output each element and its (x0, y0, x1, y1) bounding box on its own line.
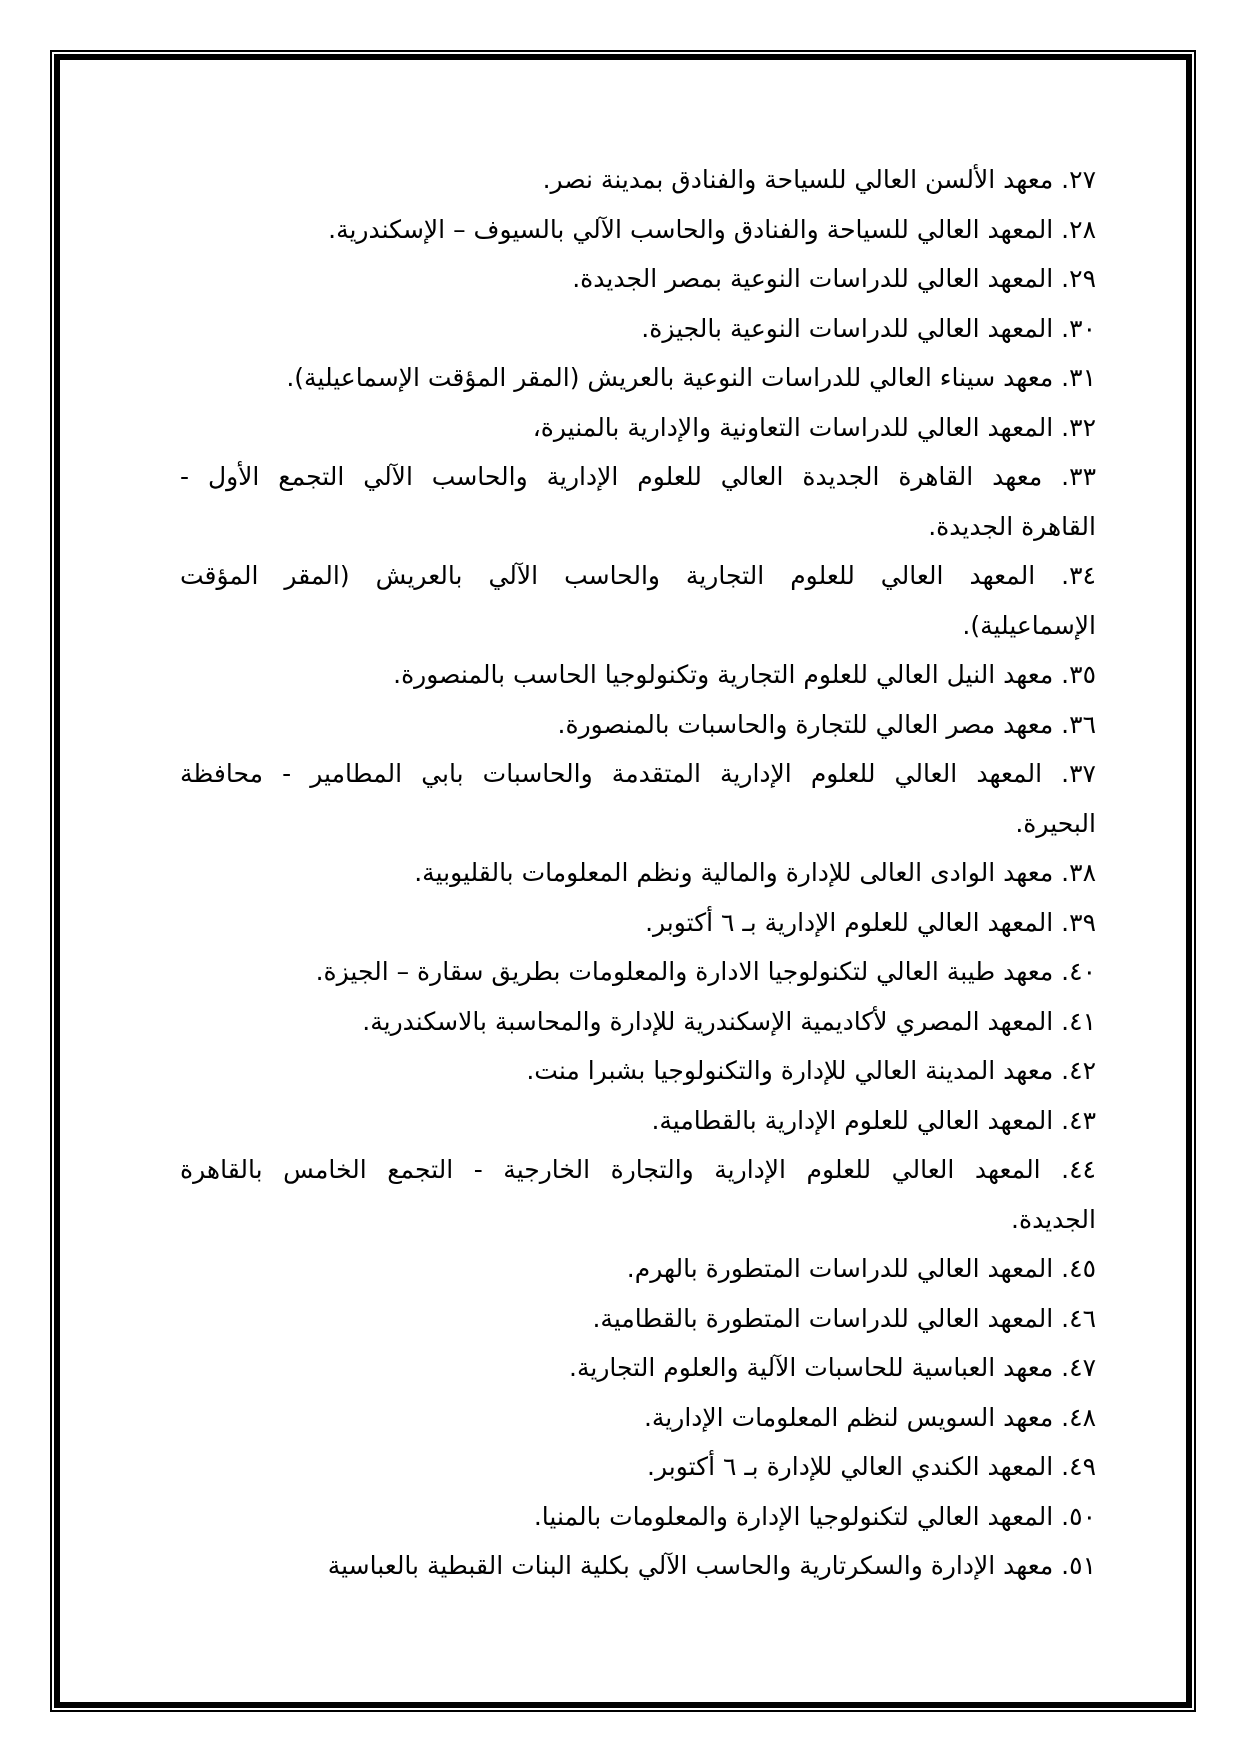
item-number-separator: . (1042, 759, 1070, 788)
item-number: ٣٩ (1069, 907, 1096, 937)
item-text: معهد الوادى العالى للإدارة والمالية ونظم المعلومات بالقليوبية. (414, 858, 1054, 887)
item-number: ٤٨ (1069, 1402, 1096, 1432)
item-text: معهد الإدارة والسكرتارية والحاسب الآلي بكلية البنات القبطية بالعباسية (327, 1551, 1054, 1580)
item-text: الجديدة. (1011, 1204, 1096, 1234)
list-item (180, 304, 1096, 354)
institutes-list (180, 155, 1096, 1591)
list-item (180, 1393, 1096, 1443)
list-item (180, 1096, 1096, 1146)
item-number-separator: . (1053, 363, 1070, 392)
item-number-separator: . (1053, 1303, 1070, 1333)
item-text: معهد النيل العالي للعلوم التجارية وتكنولوجيا الحاسب بالمنصورة. (393, 660, 1054, 689)
item-text: معهد العباسية للحاسبات الآلية والعلوم التجارية. (569, 1353, 1054, 1382)
item-number: ٥١ (1069, 1551, 1096, 1580)
item-text: الإسماعيلية). (962, 610, 1096, 640)
item-number-separator: . (1053, 1105, 1070, 1135)
list-item-continuation (180, 601, 1096, 651)
item-number-separator: . (1053, 1006, 1070, 1036)
item-number: ٣٨ (1069, 858, 1096, 887)
item-number-separator: . (1035, 561, 1070, 590)
item-text: المعهد الكندي العالي للإدارة بـ ٦ أكتوبر. (647, 1452, 1054, 1481)
item-text: المعهد العالي للدراسات النوعية بالجيزة. (641, 313, 1054, 343)
item-number: ٣٤ (1069, 561, 1096, 590)
item-number: ٤٩ (1069, 1452, 1096, 1481)
item-text: المعهد العالي للدراسات المتطورة بالقطامية. (592, 1303, 1054, 1333)
list-item (180, 1244, 1096, 1294)
item-text: البحيرة. (1015, 808, 1096, 838)
list-item (180, 898, 1096, 948)
item-number-separator: . (1053, 1501, 1070, 1531)
item-number: ٢٩ (1069, 264, 1096, 293)
item-number: ٣٣ (1069, 462, 1096, 491)
item-number: ٣٥ (1069, 660, 1096, 689)
list-item (180, 452, 1096, 502)
item-text: المعهد العالي للعلوم الإدارية بـ ٦ أكتوبر. (645, 907, 1054, 937)
item-text: المعهد العالي للدراسات التعاونية والإدارية بالمنيرة، (532, 412, 1054, 442)
item-number: ٣٦ (1069, 709, 1096, 739)
item-number: ٤٥ (1069, 1254, 1096, 1283)
item-number: ٣٠ (1069, 313, 1096, 343)
item-number-separator: . (1053, 412, 1070, 442)
list-item-continuation (180, 502, 1096, 552)
item-number: ٤٦ (1069, 1303, 1096, 1333)
item-text: المعهد العالي للدراسات النوعية بمصر الجديدة. (572, 264, 1054, 293)
item-text: المعهد العالي للسياحة والفنادق والحاسب الآلي بالسيوف – الإسكندرية. (328, 214, 1054, 244)
item-text: معهد الألسن العالي للسياحة والفنادق بمدينة نصر. (542, 165, 1054, 194)
item-number-separator: . (1053, 1402, 1070, 1432)
item-number: ٤١ (1069, 1006, 1096, 1036)
list-item (180, 1343, 1096, 1393)
item-number: ٤٢ (1069, 1056, 1096, 1085)
item-number: ٣٢ (1069, 412, 1096, 442)
list-item (180, 700, 1096, 750)
item-number: ٣٧ (1069, 759, 1096, 788)
item-number: ٢٧ (1069, 165, 1096, 194)
item-text: معهد مصر العالي للتجارة والحاسبات بالمنصورة. (557, 709, 1054, 739)
list-item (180, 749, 1096, 799)
item-number: ٤٧ (1069, 1353, 1096, 1382)
list-item (180, 650, 1096, 700)
list-item (180, 551, 1096, 601)
item-text: معهد سيناء العالي للدراسات النوعية بالعريش (المقر المؤقت الإسماعيلية). (286, 363, 1054, 392)
list-item (180, 1294, 1096, 1344)
item-number-separator: . (1053, 709, 1070, 739)
item-number-separator: . (1053, 1353, 1070, 1382)
item-text: معهد طيبة العالي لتكنولوجيا الادارة والمعلومات بطريق سقارة – الجيزة. (315, 957, 1054, 986)
list-item (180, 353, 1096, 403)
item-number-separator: . (1053, 313, 1070, 343)
list-item (180, 1046, 1096, 1096)
item-number: ٤٠ (1069, 957, 1096, 986)
item-number-separator: . (1053, 1056, 1070, 1085)
item-number: ٣١ (1069, 363, 1096, 392)
item-number-separator: . (1053, 1452, 1070, 1481)
item-text: معهد القاهرة الجديدة العالي للعلوم الإدارية والحاسب الآلي التجمع الأول - (180, 462, 1043, 491)
item-number-separator: . (1053, 957, 1070, 986)
item-text: المعهد العالي للعلوم التجارية والحاسب الآلي بالعريش (المقر المؤقت (180, 561, 1036, 590)
item-text: المعهد العالي للعلوم الإدارية بالقطامية. (651, 1105, 1054, 1135)
item-text: المعهد العالي للعلوم الإدارية المتقدمة والحاسبات بابي المطامير - محافظة (180, 759, 1043, 788)
list-item (180, 848, 1096, 898)
list-item (180, 254, 1096, 304)
list-item-continuation (180, 799, 1096, 849)
item-number-separator: . (1053, 165, 1070, 194)
item-number-separator: . (1053, 858, 1070, 887)
item-number: ٤٣ (1069, 1105, 1096, 1135)
list-item (180, 1541, 1096, 1591)
item-number-separator: . (1053, 1254, 1070, 1283)
item-number-separator: . (1053, 214, 1070, 244)
item-text: المعهد المصري لأكاديمية الإسكندرية للإدارة والمحاسبة بالاسكندرية. (362, 1006, 1054, 1036)
item-text: معهد المدينة العالي للإدارة والتكنولوجيا بشبرا منت. (526, 1056, 1054, 1085)
item-number: ٢٨ (1069, 214, 1096, 244)
list-item (180, 947, 1096, 997)
item-number-separator: . (1053, 1551, 1070, 1580)
item-text: المعهد العالي لتكنولوجيا الإدارة والمعلومات بالمنيا. (533, 1501, 1054, 1531)
list-item (180, 1442, 1096, 1492)
item-number-separator: . (1040, 1155, 1070, 1184)
list-item (180, 997, 1096, 1047)
item-text: معهد السويس لنظم المعلومات الإدارية. (643, 1402, 1054, 1432)
list-item (180, 1145, 1096, 1195)
item-number-separator: . (1042, 462, 1070, 491)
list-item (180, 205, 1096, 255)
item-text: المعهد العالي للعلوم الإدارية والتجارة الخارجية - التجمع الخامس بالقاهرة (180, 1155, 1041, 1184)
item-number-separator: . (1053, 907, 1070, 937)
item-number: ٥٠ (1069, 1501, 1096, 1531)
item-text: القاهرة الجديدة. (928, 511, 1096, 541)
item-number: ٤٤ (1069, 1155, 1096, 1184)
item-number-separator: . (1053, 660, 1070, 689)
item-text: المعهد العالي للدراسات المتطورة بالهرم. (626, 1254, 1054, 1283)
list-item (180, 155, 1096, 205)
item-number-separator: . (1053, 264, 1070, 293)
list-item (180, 1492, 1096, 1542)
list-item (180, 403, 1096, 453)
list-item-continuation (180, 1195, 1096, 1245)
